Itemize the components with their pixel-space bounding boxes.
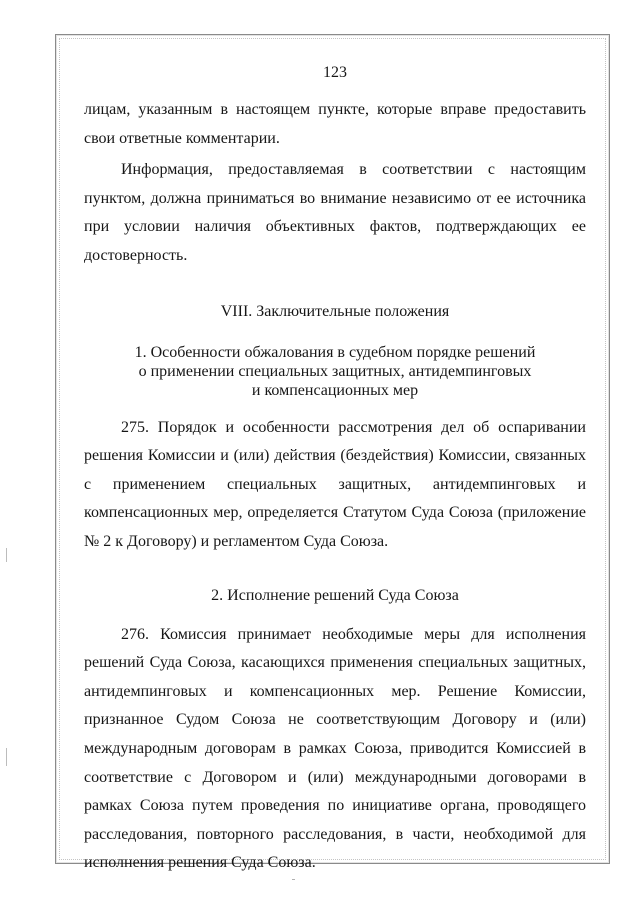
scan-artifact-mark [6,748,7,766]
subsection-title-line: и компенсационных мер [251,381,419,399]
section-title: VIII. Заключительные положения [220,302,450,320]
scan-artifact-mark [6,548,7,562]
document-body [84,62,586,878]
paragraph-information: Информация, предоставляемая в соответствии с настоящим пунктом, должна приниматься во внимание независимо от ее источника при условии наличия объективных фактов, подтверждающих ее достоверность. [84,161,586,264]
subsection-title-appeal [84,343,586,400]
page-number: 123 [323,64,347,81]
scan-artifact-mark [292,879,295,880]
subsection-title-line: 1. Особенности обжалования в судебном порядке решений [134,343,536,361]
subsection-title-execution: 2. Исполнение решений Суда Союза [211,586,459,604]
paragraph-275: 275. Порядок и особенности рассмотрения дел об оспаривании решения Комиссии и (или) действия (бездействия) Комиссии, связанных с применением специальных защитных, антидемпинговых и компенсационных мер, определяется Статутом Суда Союза (приложение № 2 к Договору) и регламентом Суда Союза. [84,418,586,550]
paragraph-continuation: лицам, указанным в настоящем пункте, которые вправе предоставить свои ответные комментарии. [84,101,586,147]
paragraph-276: 276. Комиссия принимает необходимые меры для исполнения решений Суда Союза, касающихся применения специальных защитных, антидемпинговых и компенсационных мер. Решение Комиссии, признанное Судом Союза не соответствующим Договору и (или) международным договорам в рамках Союза, приводится Комиссией в соответствие с Договором и (или) международными договорами в рамках Союза путем проведения по инициативе органа, проводящего расследования, повторного расследования, в части, необходимой для исполнения решения Суда Союза. [84,625,586,872]
subsection-title-line: о применении специальных защитных, антидемпинговых [138,362,532,380]
